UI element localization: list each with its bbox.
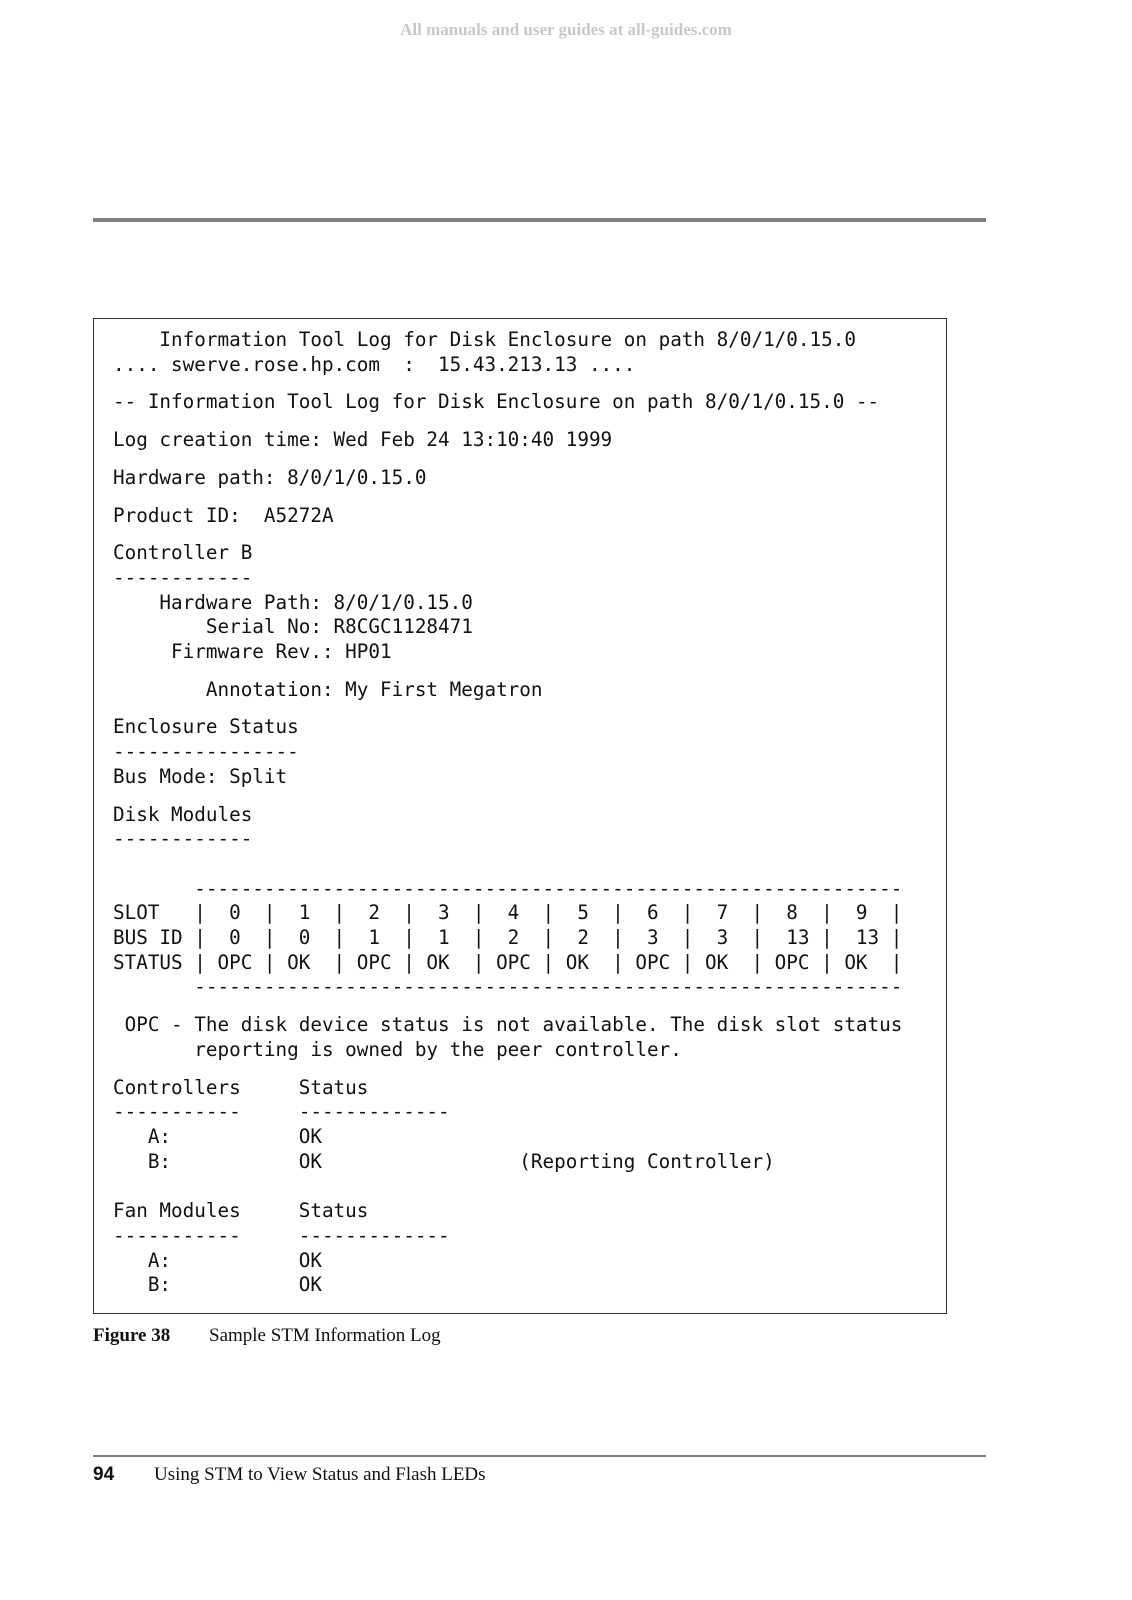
figure-log-box: [93, 318, 947, 1314]
log-line: ----------- -------------: [113, 1223, 450, 1247]
log-line: ------------: [113, 565, 253, 589]
log-line: Product ID: A5272A: [113, 503, 334, 527]
log-line: ------------: [113, 827, 253, 851]
log-line: Serial No: R8CGC1128471: [113, 615, 473, 639]
figure-label: Figure 38: [93, 1325, 171, 1346]
top-divider: [93, 218, 986, 222]
log-line: ----------------: [113, 740, 299, 764]
log-line: Controller B: [113, 541, 253, 565]
log-line: .... swerve.rose.hp.com : 15.43.213.13 ....: [113, 352, 636, 376]
log-line: Firmware Rev.: HP01: [113, 640, 392, 664]
log-line: Information Tool Log for Disk Enclosure on path 8/0/1/0.15.0: [113, 328, 856, 351]
footer-divider: [93, 1455, 986, 1457]
log-line: Enclosure Status: [113, 715, 299, 739]
log-line: ----------- -------------: [113, 1100, 450, 1124]
log-line: B: OK (Reporting Controller): [113, 1149, 775, 1173]
log-line: Hardware path: 8/0/1/0.15.0: [113, 465, 427, 489]
figure-caption: [93, 1325, 441, 1347]
log-text: [113, 328, 902, 1298]
log-line: Bus Mode: Split: [113, 764, 288, 788]
log-line: Fan Modules Status: [113, 1199, 369, 1223]
log-line: OPC - The disk device status is not available. The disk slot status: [113, 1013, 903, 1037]
log-line: BUS ID | 0 | 0 | 1 | 1 | 2 | 2 | 3 | 3 | 13 | 13 |: [113, 926, 903, 950]
page-number: 94: [93, 1464, 115, 1485]
section-title: Using STM to View Status and Flash LEDs: [154, 1464, 486, 1485]
watermark: All manuals and user guides at all-guides.com: [400, 20, 732, 39]
log-line: Hardware Path: 8/0/1/0.15.0: [113, 590, 473, 614]
log-line: reporting is owned by the peer controller.: [113, 1037, 682, 1061]
figure-title: Sample STM Information Log: [209, 1325, 441, 1346]
log-line: -------------------------------------------------------------: [113, 876, 903, 900]
page-footer: [93, 1464, 486, 1486]
log-line: [113, 852, 902, 877]
log-line: STATUS | OPC | OK | OPC | OK | OPC | OK | OPC | OK | OPC | OK |: [113, 950, 903, 974]
log-line: Controllers Status: [113, 1075, 369, 1099]
log-line: A: OK: [113, 1248, 322, 1272]
log-line: Log creation time: Wed Feb 24 13:10:40 1999: [113, 428, 613, 452]
log-line: -- Information Tool Log for Disk Enclosure on path 8/0/1/0.15.0 --: [113, 390, 880, 414]
log-line: A: OK: [113, 1124, 322, 1148]
log-line: Disk Modules: [113, 802, 253, 826]
log-line: -------------------------------------------------------------: [113, 975, 903, 999]
log-line: B: OK: [113, 1273, 322, 1297]
log-line: Annotation: My First Megatron: [113, 677, 543, 701]
log-line: [113, 1174, 902, 1199]
log-line: SLOT | 0 | 1 | 2 | 3 | 4 | 5 | 6 | 7 | 8 | 9 |: [113, 901, 903, 925]
